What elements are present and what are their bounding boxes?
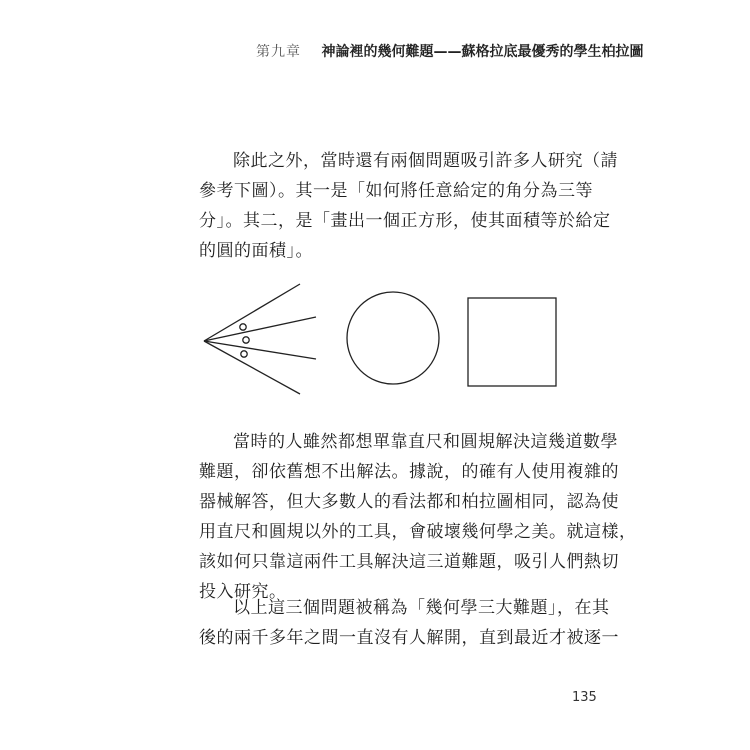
text-line: 參考下圖）。其一是「如何將任意給定的角分為三等 [199, 181, 593, 201]
paragraph-history [199, 427, 637, 607]
text-line: 以上這三個問題被稱為「幾何學三大難題」，在其 [233, 598, 610, 618]
circle-shape [347, 292, 439, 384]
paragraph-intro [199, 146, 618, 266]
trisected-angle-diagram [204, 284, 316, 394]
square-shape [468, 298, 556, 386]
text-line: 難題，卻依舊想不出解法。據說，的確有人使用複雜的 [199, 462, 619, 482]
text-line: 當時的人雖然都想單靠直尺和圓規解決這幾道數學 [233, 432, 618, 452]
angle-ray-upper-mid [204, 317, 316, 341]
geometry-figure [196, 276, 566, 398]
angle-mark-3 [241, 351, 247, 357]
running-header [256, 40, 644, 64]
text-line: 除此之外，當時還有兩個問題吸引許多人研究（請 [233, 151, 618, 171]
text-line: 分」。其二，是「畫出一個正方形，使其面積等於給定 [199, 211, 611, 231]
angle-mark-2 [243, 337, 249, 343]
chapter-label: 第九章 [256, 44, 301, 60]
text-line: 器械解答，但大多數人的看法都和柏拉圖相同，認為使 [199, 492, 619, 512]
paragraph-three-problems [199, 593, 619, 653]
text-line: 後的兩千多年之間一直沒有人解開，直到最近才被逐一 [199, 628, 619, 648]
text-line: 投入研究。 [199, 582, 287, 602]
angle-mark-1 [240, 324, 246, 330]
text-line: 該如何只靠這兩件工具解決這三道難題，吸引人們熱切 [199, 552, 619, 572]
page-number: 135 [572, 690, 597, 705]
text-line: 用直尺和圓規以外的工具，會破壞幾何學之美。就這樣， [199, 522, 637, 542]
chapter-subtitle: 神論裡的幾何難題——蘇格拉底最優秀的學生柏拉圖 [321, 44, 644, 60]
text-line: 的圓的面積」。 [199, 241, 313, 261]
angle-ray-top [204, 284, 300, 341]
